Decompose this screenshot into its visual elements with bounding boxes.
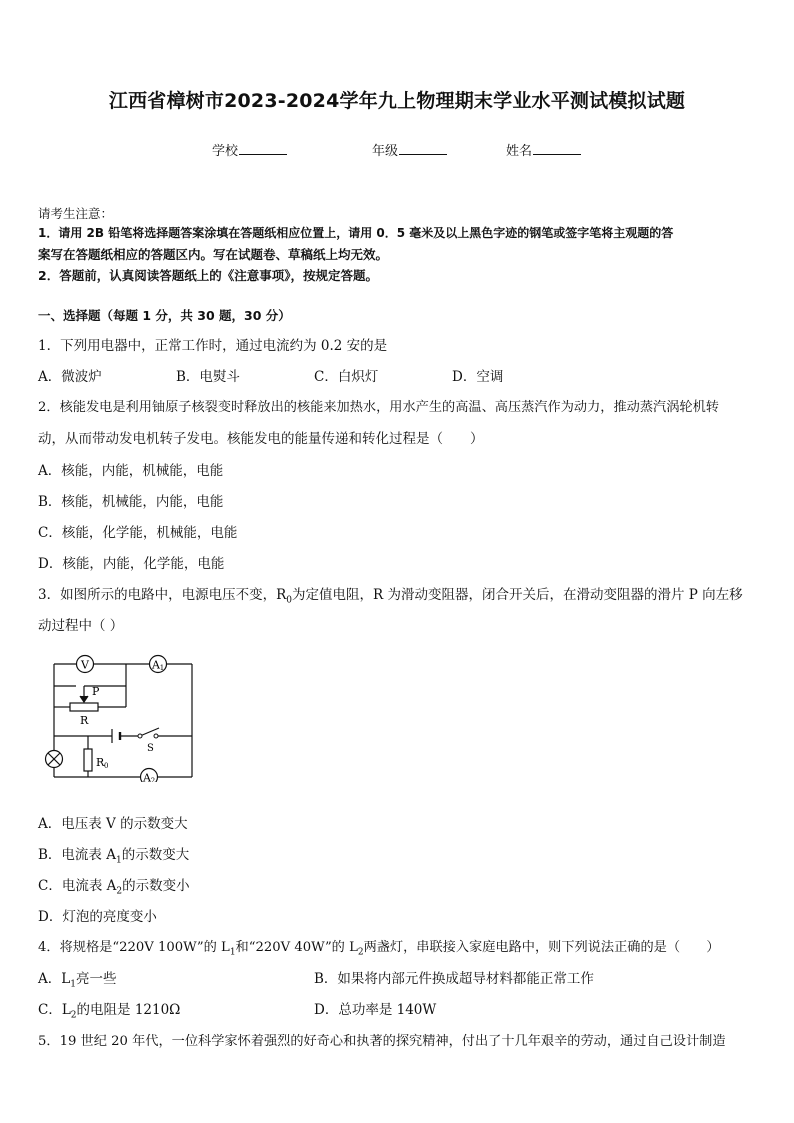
ammeter-a2-label: A (143, 771, 151, 782)
question-4-stem: 4．将规格是“220V 100W”的 $L_1$和“220V 40W”的 $L_2$两盏灯，串联接入家庭电路中，则下列说法正确的是（ ） (38, 940, 720, 958)
notice-item-1-line-1: 1．请用 2B 铅笔将选择题答案涂填在答题纸相应位置上，请用 0．5 毫米及以上黑色字迹的钢笔或签字笔将主观题的答 (38, 226, 674, 240)
battery-icon (112, 729, 120, 743)
name-blank (533, 142, 581, 155)
switch-label: S (147, 743, 154, 754)
question-4-option-d: D．总功率是 140W (314, 1002, 437, 1018)
question-5-stem-line-1: 5．19 世纪 20 年代，一位科学家怀着强烈的好奇心和执著的探究精神，付出了十几年艰辛的劳动，通过自己设计制造 (38, 1034, 726, 1049)
switch-contact-icon (154, 734, 158, 738)
lamp-icon (46, 751, 63, 768)
page-title: 江西省樟树市2023-2024学年九上物理期末学业水平测试模拟试题 (108, 90, 686, 112)
rheostat-icon (70, 703, 98, 711)
grade-field (372, 140, 447, 159)
slider-label: P (92, 685, 100, 698)
question-2-option-c: C．核能，化学能，机械能，电能 (38, 525, 238, 541)
grade-label: 年级 (372, 144, 399, 159)
question-1-option-b: B．电熨斗 (176, 369, 240, 385)
question-3-option-c: C．电流表 $A_2$的示数变小 (38, 878, 190, 897)
circuit-diagram (40, 650, 200, 782)
question-3-option-b: B．电流表 $A_1$的示数变大 (38, 847, 190, 866)
question-1-option-a: A．微波炉 (38, 369, 102, 385)
resistor-r0-label: R (96, 756, 105, 769)
question-3-option-d: D．灯泡的亮度变小 (38, 909, 157, 925)
notice-item-2: 2．答题前，认真阅读答题纸上的《注意事项》，按规定答题。 (38, 268, 378, 283)
question-4-option-b: B．如果将内部元件换成超导材料都能正常工作 (314, 971, 594, 987)
name-label: 姓名 (506, 144, 533, 159)
section-heading: 一、选择题（每题 1 分，共 30 题，30 分） (38, 308, 291, 323)
question-1-option-c: C．白炽灯 (314, 369, 379, 385)
question-2-option-b: B．核能，机械能，内能，电能 (38, 494, 224, 510)
question-3-option-a: A．电压表 V 的示数变大 (38, 816, 188, 832)
grade-blank (399, 142, 447, 155)
school-blank (239, 142, 287, 155)
notice-heading: 请考生注意： (38, 206, 114, 221)
resistor-r0-sub: 0 (104, 762, 109, 770)
question-3-stem-line-1: 3．如图所示的电路中，电源电压不变，$R_0$为定值电阻，R 为滑动变阻器，闭合开关后，在滑动变阻器的滑片 P 向左移 (38, 587, 743, 606)
resistor-r0-icon (84, 749, 92, 771)
question-4-option-c: C．$L_2$的电阻是 1210Ω (38, 1002, 181, 1021)
question-2-option-d: D．核能，内能，化学能，电能 (38, 556, 225, 572)
name-field (506, 140, 581, 159)
question-4-option-a: A．$L_1$亮一些 (38, 971, 117, 990)
voltmeter-label: V (81, 658, 89, 672)
question-2-stem-line-1: 2．核能发电是利用铀原子核裂变时释放出的核能来加热水，用水产生的高温、高压蒸汽作为动力，推动蒸汽涡轮机转 (38, 400, 719, 415)
school-field (212, 140, 287, 159)
school-label: 学校 (212, 144, 239, 159)
rheostat-label: R (80, 714, 89, 727)
question-1-option-d: D．空调 (452, 369, 504, 385)
question-3-stem-line-2: 动过程中（ ） (38, 618, 124, 634)
ammeter-a1-label: A (152, 658, 160, 672)
question-2-stem-line-2: 动，从而带动发电机转子发电。核能发电的能量传递和转化过程是（ ） (38, 431, 484, 447)
question-2-option-a: A．核能，内能，机械能，电能 (38, 463, 224, 479)
switch-contact-icon (138, 734, 142, 738)
ammeter-a2-sub: 2 (150, 777, 156, 782)
question-1-stem: 1．下列用电器中，正常工作时，通过电流约为 0.2 安的是 (38, 338, 388, 354)
ammeter-a1-sub: 1 (159, 664, 165, 672)
notice-item-1-line-2: 案写在答题纸相应的答题区内。写在试题卷、草稿纸上均无效。 (38, 247, 389, 262)
